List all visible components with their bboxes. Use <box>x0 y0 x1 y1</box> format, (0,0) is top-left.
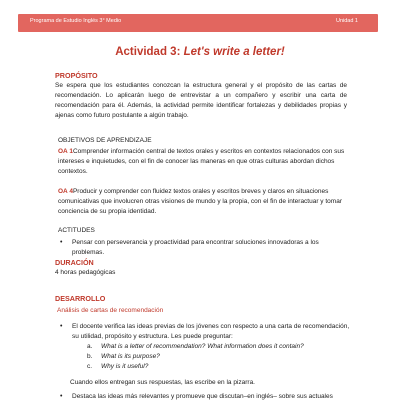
after-questions-text: Cuando ellos entregan sus respuestas, las escribe en la pizarra. <box>70 379 255 386</box>
question-text: What is a letter of recommendation? What information does it contain? <box>101 343 304 350</box>
objective-text: Comprender información central de textos orales y escritos en contextos relacionados con sus intereses e inquietudes, con el fin de conocer las maneras en que otras culturas abordan dichos contextos. <box>58 148 345 175</box>
actitudes-heading: ACTITUDES <box>58 227 95 234</box>
actitud-text: Pensar con perseverancia y proactividad para encontrar soluciones innovadoras a los problemas. <box>72 239 319 256</box>
duracion-text: 4 horas pedagógicas <box>55 269 116 276</box>
desarrollo-bullet-text: Destaca las ideas más relevantes y promueve que discutan–en inglés– sobre sus actuales <box>72 393 333 400</box>
objective-text: Producir y comprender con fluidez textos orales y escritos breves y claros en situaciones comunicativas que involucren otras visiones de mundo y la propia, con el fin de interactuar y tomar conciencia de su propia identidad. <box>58 188 342 215</box>
page-title <box>0 46 400 58</box>
header-bar <box>18 14 378 32</box>
bullet-icon: • <box>60 239 63 246</box>
question-text: What is its purpose? <box>101 353 160 360</box>
desarrollo-bullet-text: El docente verifica las ideas previas de los jóvenes con respecto a una carta de recomendación, su utilidad, propósito y estructura. Les puede preguntar: <box>72 323 350 340</box>
objective-code: OA 1 <box>58 148 73 155</box>
question-letter: c. <box>87 363 93 370</box>
bullet-icon: • <box>60 393 63 400</box>
question-letter: a. <box>87 343 93 350</box>
question-text: Why is it useful? <box>101 363 149 370</box>
bullet-icon: • <box>60 323 63 330</box>
objective-item-1 <box>58 147 348 177</box>
program-label: Programa de Estudio Inglés 3° Medio <box>30 18 122 24</box>
title-prefix: Actividad 3: <box>115 46 184 58</box>
duracion-heading: DURACIÓN <box>55 258 94 267</box>
proposito-heading: PROPÓSITO <box>55 71 98 80</box>
objetivos-heading: OBJETIVOS DE APRENDIZAJE <box>58 137 152 144</box>
proposito-text: Se espera que los estudiantes conozcan la estructura general y el propósito de las cartas de recomendación. Lo aplicarán luego de entrevistar a un compañero y escribir una carta de recomendación para él. Además, la actividad permite identificar fortalezas y debilidades propias y ajenas como futuro postulante a algún trabajo. <box>55 82 347 119</box>
question-letter: b. <box>87 353 93 360</box>
desarrollo-heading: DESARROLLO <box>55 294 106 303</box>
objective-code: OA 4 <box>58 188 73 195</box>
desarrollo-subheading: Análisis de cartas de recomendación <box>57 307 164 314</box>
title-emphasis: Let's write a letter! <box>183 46 285 58</box>
objective-item-2 <box>58 187 348 217</box>
unit-label: Unidad 1 <box>335 18 358 24</box>
